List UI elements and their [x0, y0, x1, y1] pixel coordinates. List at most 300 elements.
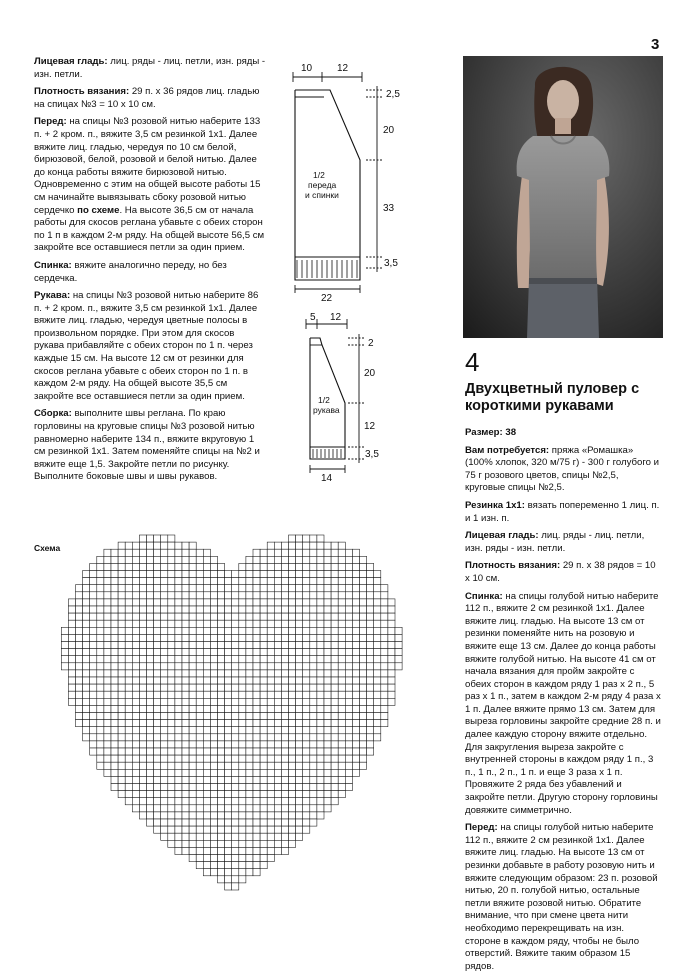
chart-cell — [175, 549, 182, 556]
chart-cell — [381, 656, 388, 663]
chart-cell — [203, 556, 210, 563]
chart-cell — [246, 705, 253, 712]
chart-cell — [381, 613, 388, 620]
piece-label-name-2: и спинки — [305, 190, 339, 200]
chart-cell — [274, 642, 281, 649]
chart-cell — [281, 762, 288, 769]
chart-cell — [161, 656, 168, 663]
chart-cell — [154, 784, 161, 791]
dim-right-2: 20 — [383, 125, 395, 136]
chart-cell — [338, 670, 345, 677]
chart-cell — [317, 762, 324, 769]
chart-cell — [154, 684, 161, 691]
chart-cell — [175, 713, 182, 720]
chart-cell — [111, 613, 118, 620]
chart-cell — [374, 627, 381, 634]
chart-cell — [274, 776, 281, 783]
chart-cell — [338, 606, 345, 613]
chart-cell — [246, 840, 253, 847]
chart-cell — [97, 649, 104, 656]
chart-cell — [232, 578, 239, 585]
chart-cell — [147, 684, 154, 691]
chart-cell — [210, 812, 217, 819]
chart-cell — [203, 592, 210, 599]
chart-cell — [260, 563, 267, 570]
chart-cell — [239, 684, 246, 691]
chart-cell — [76, 592, 83, 599]
chart-cell — [296, 599, 303, 606]
chart-cell — [147, 620, 154, 627]
chart-cell — [303, 769, 310, 776]
chart-cell — [139, 549, 146, 556]
chart-cell — [161, 769, 168, 776]
chart-cell — [253, 642, 260, 649]
piece-label-name: переда — [308, 180, 337, 190]
chart-cell — [317, 535, 324, 542]
chart-cell — [246, 762, 253, 769]
chart-cell — [161, 606, 168, 613]
chart-cell — [147, 727, 154, 734]
chart-cell — [352, 620, 359, 627]
chart-cell — [232, 663, 239, 670]
chart-cell — [161, 713, 168, 720]
chart-cell — [196, 833, 203, 840]
chart-cell — [253, 755, 260, 762]
chart-cell — [352, 748, 359, 755]
chart-cell — [253, 713, 260, 720]
chart-cell — [161, 833, 168, 840]
chart-cell — [218, 826, 225, 833]
chart-cell — [267, 556, 274, 563]
chart-cell — [388, 670, 395, 677]
chart-cell — [225, 734, 232, 741]
chart-cell — [253, 833, 260, 840]
chart-cell — [317, 720, 324, 727]
chart-cell — [367, 599, 374, 606]
chart-cell — [139, 563, 146, 570]
chart-cell — [281, 727, 288, 734]
chart-cell — [189, 627, 196, 634]
chart-cell — [218, 762, 225, 769]
chart-cell — [83, 606, 90, 613]
chart-cell — [175, 542, 182, 549]
chart-cell — [324, 741, 331, 748]
chart-cell — [182, 613, 189, 620]
instructions-right-column — [465, 427, 661, 978]
chart-cell — [225, 585, 232, 592]
chart-cell — [317, 705, 324, 712]
chart-cell — [239, 791, 246, 798]
chart-cell — [154, 805, 161, 812]
chart-cell — [360, 705, 367, 712]
chart-cell — [182, 684, 189, 691]
chart-cell — [274, 819, 281, 826]
chart-cell — [338, 585, 345, 592]
chart-cell — [161, 549, 168, 556]
chart-cell — [111, 691, 118, 698]
chart-cell — [147, 535, 154, 542]
chart-cell — [210, 755, 217, 762]
chart-cell — [168, 613, 175, 620]
chart-cell — [175, 649, 182, 656]
chart-cell — [189, 613, 196, 620]
chart-cell — [218, 776, 225, 783]
chart-cell — [360, 613, 367, 620]
chart-cell — [225, 798, 232, 805]
chart-cell — [253, 606, 260, 613]
chart-cell — [303, 592, 310, 599]
chart-cell — [61, 634, 68, 641]
chart-cell — [310, 677, 317, 684]
chart-cell — [139, 755, 146, 762]
chart-cell — [267, 606, 274, 613]
chart-cell — [147, 599, 154, 606]
chart-cell — [232, 649, 239, 656]
chart-cell — [253, 705, 260, 712]
chart-cell — [310, 613, 317, 620]
chart-cell — [367, 713, 374, 720]
chart-cell — [289, 784, 296, 791]
chart-cell — [196, 549, 203, 556]
chart-cell — [317, 727, 324, 734]
chart-cell — [175, 762, 182, 769]
chart-cell — [367, 613, 374, 620]
chart-cell — [232, 642, 239, 649]
chart-cell — [203, 684, 210, 691]
chart-cell — [338, 634, 345, 641]
chart-cell — [310, 812, 317, 819]
chart-cell — [225, 713, 232, 720]
chart-cell — [218, 585, 225, 592]
chart-cell — [388, 642, 395, 649]
chart-cell — [139, 762, 146, 769]
chart-cell — [139, 620, 146, 627]
chart-cell — [360, 592, 367, 599]
chart-cell — [317, 585, 324, 592]
chart-cell — [210, 705, 217, 712]
chart-cell — [281, 549, 288, 556]
chart-cell — [345, 748, 352, 755]
chart-cell — [289, 720, 296, 727]
chart-cell — [132, 762, 139, 769]
chart-cell — [239, 833, 246, 840]
chart-cell — [210, 741, 217, 748]
chart-cell — [331, 762, 338, 769]
chart-cell — [267, 592, 274, 599]
chart-cell — [132, 791, 139, 798]
chart-cell — [317, 578, 324, 585]
chart-cell — [154, 585, 161, 592]
chart-cell — [203, 649, 210, 656]
chart-cell — [274, 684, 281, 691]
schema-label: Схема — [34, 543, 61, 553]
chart-cell — [118, 734, 125, 741]
chart-cell — [182, 798, 189, 805]
chart-cell — [154, 649, 161, 656]
chart-cell — [352, 599, 359, 606]
chart-cell — [225, 670, 232, 677]
chart-cell — [281, 663, 288, 670]
chart-cell — [111, 734, 118, 741]
chart-cell — [161, 677, 168, 684]
chart-cell — [317, 613, 324, 620]
chart-cell — [175, 734, 182, 741]
chart-cell — [104, 549, 111, 556]
chart-cell — [296, 634, 303, 641]
chart-cell — [260, 826, 267, 833]
chart-cell — [139, 599, 146, 606]
chart-cell — [218, 869, 225, 876]
chart-cell — [324, 599, 331, 606]
chart-cell — [324, 762, 331, 769]
chart-cell — [225, 883, 232, 890]
chart-cell — [239, 634, 246, 641]
chart-cell — [324, 691, 331, 698]
chart-cell — [310, 698, 317, 705]
chart-cell — [296, 720, 303, 727]
chart-cell — [281, 620, 288, 627]
chart-cell — [168, 769, 175, 776]
chart-cell — [267, 791, 274, 798]
chart-cell — [303, 627, 310, 634]
chart-cell — [225, 748, 232, 755]
chart-cell — [218, 627, 225, 634]
chart-cell — [317, 642, 324, 649]
chart-cell — [225, 833, 232, 840]
chart-cell — [303, 663, 310, 670]
chart-cell — [289, 656, 296, 663]
chart-cell — [90, 627, 97, 634]
chart-cell — [90, 684, 97, 691]
chart-cell — [352, 684, 359, 691]
chart-cell — [260, 663, 267, 670]
chart-cell — [232, 855, 239, 862]
chart-cell — [388, 599, 395, 606]
chart-cell — [154, 613, 161, 620]
chart-cell — [352, 563, 359, 570]
chart-cell — [175, 634, 182, 641]
chart-cell — [132, 627, 139, 634]
chart-cell — [246, 741, 253, 748]
chart-cell — [203, 634, 210, 641]
chart-cell — [267, 585, 274, 592]
chart-cell — [281, 578, 288, 585]
chart-cell — [111, 563, 118, 570]
chart-cell — [317, 542, 324, 549]
chart-cell — [104, 599, 111, 606]
chart-cell — [253, 791, 260, 798]
chart-cell — [303, 734, 310, 741]
chart-cell — [296, 578, 303, 585]
chart-cell — [182, 642, 189, 649]
chart-cell — [296, 819, 303, 826]
chart-cell — [367, 670, 374, 677]
chart-cell — [253, 698, 260, 705]
chart-cell — [303, 684, 310, 691]
chart-cell — [360, 578, 367, 585]
section-gauge-2: Плотность вязания: 29 п. х 38 рядов = 10 х 10 см. — [465, 560, 656, 584]
chart-cell — [331, 634, 338, 641]
chart-cell — [118, 549, 125, 556]
chart-cell — [374, 670, 381, 677]
chart-cell — [196, 705, 203, 712]
chart-cell — [90, 727, 97, 734]
chart-cell — [147, 634, 154, 641]
chart-cell — [97, 620, 104, 627]
chart-cell — [317, 698, 324, 705]
chart-cell — [374, 634, 381, 641]
chart-cell — [168, 627, 175, 634]
chart-cell — [381, 663, 388, 670]
chart-cell — [303, 571, 310, 578]
chart-cell — [118, 713, 125, 720]
chart-cell — [367, 741, 374, 748]
chart-cell — [203, 833, 210, 840]
chart-cell — [118, 691, 125, 698]
chart-cell — [345, 677, 352, 684]
chart-cell — [125, 663, 132, 670]
chart-cell — [61, 649, 68, 656]
chart-cell — [175, 556, 182, 563]
chart-cell — [210, 627, 217, 634]
chart-cell — [104, 705, 111, 712]
chart-cell — [76, 713, 83, 720]
chart-cell — [303, 535, 310, 542]
chart-cell — [281, 627, 288, 634]
chart-cell — [345, 656, 352, 663]
chart-cell — [239, 798, 246, 805]
chart-cell — [239, 620, 246, 627]
chart-cell — [189, 734, 196, 741]
chart-cell — [161, 620, 168, 627]
chart-cell — [154, 748, 161, 755]
chart-cell — [161, 705, 168, 712]
chart-cell — [374, 691, 381, 698]
chart-cell — [97, 734, 104, 741]
chart-cell — [367, 620, 374, 627]
chart-cell — [97, 698, 104, 705]
chart-cell — [296, 812, 303, 819]
chart-cell — [189, 805, 196, 812]
dim-right-3: 33 — [383, 203, 395, 214]
chart-cell — [246, 855, 253, 862]
chart-cell — [296, 784, 303, 791]
chart-cell — [289, 649, 296, 656]
chart-cell — [90, 698, 97, 705]
chart-cell — [260, 613, 267, 620]
chart-cell — [260, 698, 267, 705]
chart-cell — [232, 762, 239, 769]
chart-cell — [225, 578, 232, 585]
chart-cell — [246, 798, 253, 805]
chart-cell — [196, 592, 203, 599]
chart-cell — [289, 627, 296, 634]
chart-cell — [154, 791, 161, 798]
chart-cell — [345, 613, 352, 620]
chart-cell — [90, 620, 97, 627]
chart-cell — [388, 656, 395, 663]
chart-cell — [246, 578, 253, 585]
chart-cell — [246, 571, 253, 578]
chart-cell — [281, 713, 288, 720]
chart-cell — [281, 698, 288, 705]
chart-cell — [267, 784, 274, 791]
chart-cell — [203, 769, 210, 776]
chart-cell — [367, 677, 374, 684]
chart-cell — [218, 840, 225, 847]
chart-cell — [132, 571, 139, 578]
chart-cell — [132, 727, 139, 734]
chart-cell — [367, 691, 374, 698]
chart-cell — [189, 684, 196, 691]
chart-cell — [267, 840, 274, 847]
chart-cell — [168, 720, 175, 727]
chart-cell — [360, 634, 367, 641]
chart-cell — [367, 663, 374, 670]
chart-cell — [132, 642, 139, 649]
chart-cell — [118, 748, 125, 755]
chart-cell — [246, 755, 253, 762]
chart-cell — [317, 677, 324, 684]
chart-cell — [76, 720, 83, 727]
chart-cell — [147, 798, 154, 805]
chart-cell — [168, 698, 175, 705]
chart-cell — [324, 791, 331, 798]
chart-cell — [338, 549, 345, 556]
chart-cell — [97, 705, 104, 712]
chart-cell — [161, 798, 168, 805]
model-photo — [463, 56, 663, 338]
chart-cell — [310, 549, 317, 556]
chart-cell — [310, 741, 317, 748]
chart-cell — [210, 833, 217, 840]
chart-cell — [331, 585, 338, 592]
chart-cell — [303, 691, 310, 698]
chart-cell — [196, 613, 203, 620]
chart-cell — [218, 656, 225, 663]
chart-cell — [111, 776, 118, 783]
chart-cell — [303, 599, 310, 606]
chart-cell — [161, 563, 168, 570]
chart-cell — [154, 762, 161, 769]
chart-cell — [210, 819, 217, 826]
chart-cell — [338, 734, 345, 741]
chart-cell — [147, 734, 154, 741]
chart-cell — [111, 698, 118, 705]
dim-bottom: 22 — [321, 293, 333, 304]
chart-cell — [161, 578, 168, 585]
chart-cell — [246, 606, 253, 613]
chart-cell — [83, 713, 90, 720]
chart-cell — [274, 791, 281, 798]
chart-cell — [182, 812, 189, 819]
chart-cell — [253, 784, 260, 791]
chart-cell — [168, 713, 175, 720]
chart-cell — [281, 684, 288, 691]
chart-cell — [310, 663, 317, 670]
chart-cell — [225, 769, 232, 776]
chart-cell — [189, 798, 196, 805]
chart-cell — [281, 748, 288, 755]
chart-cell — [161, 734, 168, 741]
chart-cell — [267, 698, 274, 705]
chart-cell — [253, 727, 260, 734]
chart-cell — [324, 606, 331, 613]
chart-cell — [203, 720, 210, 727]
chart-cell — [97, 741, 104, 748]
chart-cell — [111, 592, 118, 599]
chart-cell — [331, 734, 338, 741]
